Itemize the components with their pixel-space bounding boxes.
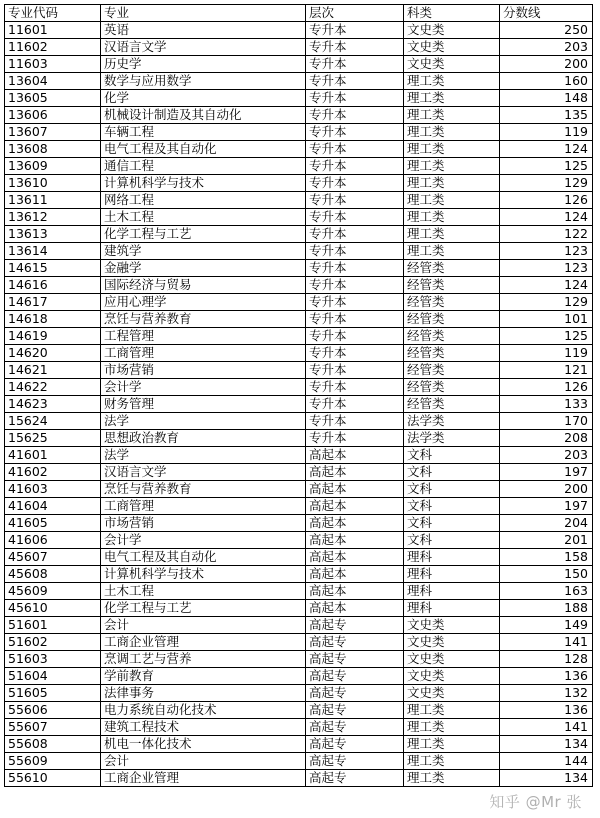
cell-level: 高起本 xyxy=(306,600,404,617)
cell-level: 高起本 xyxy=(306,566,404,583)
cell-category: 理工类 xyxy=(404,770,500,787)
cell-major-name: 工商企业管理 xyxy=(101,770,306,787)
cell-category: 文科 xyxy=(404,464,500,481)
cell-score: 125 xyxy=(500,158,593,175)
table-row xyxy=(5,685,593,702)
cell-score: 149 xyxy=(500,617,593,634)
cell-score: 203 xyxy=(500,39,593,56)
cell-score: 141 xyxy=(500,634,593,651)
cell-level: 专升本 xyxy=(306,430,404,447)
cell-level: 高起本 xyxy=(306,447,404,464)
cell-category: 文史类 xyxy=(404,668,500,685)
cell-major-code: 55606 xyxy=(5,702,101,719)
cell-score: 158 xyxy=(500,549,593,566)
table-row xyxy=(5,124,593,141)
cell-score: 148 xyxy=(500,90,593,107)
cell-category: 文科 xyxy=(404,447,500,464)
cell-major-code: 45607 xyxy=(5,549,101,566)
cell-level: 高起专 xyxy=(306,702,404,719)
table-body xyxy=(5,22,593,787)
cell-level: 专升本 xyxy=(306,107,404,124)
cell-category: 经管类 xyxy=(404,362,500,379)
cell-score: 188 xyxy=(500,600,593,617)
cell-score: 101 xyxy=(500,311,593,328)
cell-score: 123 xyxy=(500,243,593,260)
cell-level: 专升本 xyxy=(306,396,404,413)
table-row xyxy=(5,209,593,226)
cell-score: 133 xyxy=(500,396,593,413)
cell-major-name: 计算机科学与技术 xyxy=(101,566,306,583)
cell-category: 文史类 xyxy=(404,651,500,668)
table-row xyxy=(5,90,593,107)
cell-major-code: 14616 xyxy=(5,277,101,294)
cell-score: 141 xyxy=(500,719,593,736)
cell-major-code: 45609 xyxy=(5,583,101,600)
cell-major-name: 金融学 xyxy=(101,260,306,277)
cell-major-code: 41603 xyxy=(5,481,101,498)
table-row xyxy=(5,702,593,719)
cell-major-name: 会计 xyxy=(101,753,306,770)
cell-level: 专升本 xyxy=(306,158,404,175)
table-row xyxy=(5,396,593,413)
cell-category: 经管类 xyxy=(404,345,500,362)
cell-major-code: 11601 xyxy=(5,22,101,39)
cell-level: 高起本 xyxy=(306,498,404,515)
cell-score: 250 xyxy=(500,22,593,39)
cell-major-name: 建筑工程技术 xyxy=(101,719,306,736)
cell-major-name: 市场营销 xyxy=(101,362,306,379)
cell-major-code: 14623 xyxy=(5,396,101,413)
header-row xyxy=(5,5,593,22)
cell-category: 理科 xyxy=(404,600,500,617)
table-row xyxy=(5,22,593,39)
cell-major-name: 化学 xyxy=(101,90,306,107)
cell-score: 170 xyxy=(500,413,593,430)
cell-category: 理工类 xyxy=(404,209,500,226)
cell-level: 专升本 xyxy=(306,90,404,107)
cell-major-name: 化学工程与工艺 xyxy=(101,226,306,243)
cell-major-name: 车辆工程 xyxy=(101,124,306,141)
cell-score: 128 xyxy=(500,651,593,668)
cell-major-name: 化学工程与工艺 xyxy=(101,600,306,617)
cell-major-code: 51604 xyxy=(5,668,101,685)
cell-score: 135 xyxy=(500,107,593,124)
cell-category: 经管类 xyxy=(404,277,500,294)
cell-score: 119 xyxy=(500,124,593,141)
cell-level: 专升本 xyxy=(306,277,404,294)
cell-major-name: 工商企业管理 xyxy=(101,634,306,651)
cell-level: 高起本 xyxy=(306,583,404,600)
table-row xyxy=(5,549,593,566)
table-row xyxy=(5,141,593,158)
table-row xyxy=(5,668,593,685)
cell-category: 理工类 xyxy=(404,736,500,753)
cell-major-name: 会计学 xyxy=(101,379,306,396)
table-row xyxy=(5,328,593,345)
table-row xyxy=(5,515,593,532)
cell-major-name: 财务管理 xyxy=(101,396,306,413)
cell-score: 121 xyxy=(500,362,593,379)
watermark: 知乎 @Mr 张 xyxy=(489,793,582,811)
cell-major-name: 数学与应用数学 xyxy=(101,73,306,90)
cell-major-name: 计算机科学与技术 xyxy=(101,175,306,192)
cell-score: 160 xyxy=(500,73,593,90)
cell-category: 理工类 xyxy=(404,141,500,158)
cell-major-name: 通信工程 xyxy=(101,158,306,175)
cell-major-name: 汉语言文学 xyxy=(101,39,306,56)
table-row xyxy=(5,736,593,753)
cell-category: 经管类 xyxy=(404,311,500,328)
table-row xyxy=(5,379,593,396)
cell-major-code: 14619 xyxy=(5,328,101,345)
cell-category: 理工类 xyxy=(404,90,500,107)
cell-major-name: 会计学 xyxy=(101,532,306,549)
table-row xyxy=(5,73,593,90)
table-row xyxy=(5,175,593,192)
cell-score: 204 xyxy=(500,515,593,532)
table-row xyxy=(5,447,593,464)
cell-level: 高起专 xyxy=(306,668,404,685)
header-level: 层次 xyxy=(306,5,404,22)
cell-major-code: 11602 xyxy=(5,39,101,56)
cell-level: 高起专 xyxy=(306,685,404,702)
cell-major-name: 电力系统自动化技术 xyxy=(101,702,306,719)
cell-major-code: 55608 xyxy=(5,736,101,753)
cell-major-name: 法学 xyxy=(101,447,306,464)
table-row xyxy=(5,566,593,583)
cell-score: 123 xyxy=(500,260,593,277)
cell-score: 125 xyxy=(500,328,593,345)
cell-major-name: 法律事务 xyxy=(101,685,306,702)
table-row xyxy=(5,362,593,379)
cell-level: 专升本 xyxy=(306,345,404,362)
cell-major-name: 思想政治教育 xyxy=(101,430,306,447)
cell-major-name: 机械设计制造及其自动化 xyxy=(101,107,306,124)
cell-level: 高起本 xyxy=(306,549,404,566)
cell-category: 法学类 xyxy=(404,413,500,430)
cell-score: 197 xyxy=(500,498,593,515)
cell-score: 136 xyxy=(500,668,593,685)
cell-level: 高起专 xyxy=(306,634,404,651)
cell-major-code: 14620 xyxy=(5,345,101,362)
cell-major-code: 13606 xyxy=(5,107,101,124)
cell-major-name: 建筑学 xyxy=(101,243,306,260)
cell-category: 经管类 xyxy=(404,294,500,311)
table-row xyxy=(5,345,593,362)
cell-major-code: 55607 xyxy=(5,719,101,736)
cell-major-code: 15625 xyxy=(5,430,101,447)
cell-level: 专升本 xyxy=(306,56,404,73)
cell-category: 文史类 xyxy=(404,22,500,39)
cell-score: 203 xyxy=(500,447,593,464)
cell-major-code: 13612 xyxy=(5,209,101,226)
cell-category: 文史类 xyxy=(404,56,500,73)
cell-major-code: 13608 xyxy=(5,141,101,158)
cell-major-name: 烹饪与营养教育 xyxy=(101,311,306,328)
table-row xyxy=(5,107,593,124)
table-row xyxy=(5,481,593,498)
cell-major-name: 烹饪与营养教育 xyxy=(101,481,306,498)
cell-major-code: 15624 xyxy=(5,413,101,430)
cell-category: 理工类 xyxy=(404,702,500,719)
cell-category: 法学类 xyxy=(404,430,500,447)
cell-score: 124 xyxy=(500,277,593,294)
table-row xyxy=(5,39,593,56)
cell-level: 专升本 xyxy=(306,379,404,396)
cell-score: 150 xyxy=(500,566,593,583)
cell-major-code: 41606 xyxy=(5,532,101,549)
cell-major-code: 13611 xyxy=(5,192,101,209)
cell-major-code: 41602 xyxy=(5,464,101,481)
cell-major-name: 应用心理学 xyxy=(101,294,306,311)
cell-category: 理工类 xyxy=(404,226,500,243)
cell-category: 理工类 xyxy=(404,107,500,124)
cell-score: 200 xyxy=(500,481,593,498)
cell-major-code: 51605 xyxy=(5,685,101,702)
cell-major-name: 土木工程 xyxy=(101,583,306,600)
cell-category: 理科 xyxy=(404,566,500,583)
cell-major-name: 工商管理 xyxy=(101,345,306,362)
cell-category: 文科 xyxy=(404,532,500,549)
cell-level: 高起专 xyxy=(306,617,404,634)
cell-level: 高起专 xyxy=(306,753,404,770)
cell-category: 文科 xyxy=(404,481,500,498)
cell-level: 专升本 xyxy=(306,260,404,277)
table-row xyxy=(5,277,593,294)
cell-major-code: 13609 xyxy=(5,158,101,175)
cell-major-name: 机电一体化技术 xyxy=(101,736,306,753)
cell-level: 高起专 xyxy=(306,770,404,787)
cell-score: 201 xyxy=(500,532,593,549)
cell-level: 专升本 xyxy=(306,328,404,345)
cell-category: 文史类 xyxy=(404,39,500,56)
table-row xyxy=(5,770,593,787)
cell-level: 高起本 xyxy=(306,515,404,532)
cell-major-code: 14617 xyxy=(5,294,101,311)
table-row xyxy=(5,294,593,311)
cell-major-name: 电气工程及其自动化 xyxy=(101,549,306,566)
cell-major-name: 汉语言文学 xyxy=(101,464,306,481)
cell-major-code: 55610 xyxy=(5,770,101,787)
table-row xyxy=(5,617,593,634)
cell-level: 专升本 xyxy=(306,311,404,328)
cell-category: 理科 xyxy=(404,549,500,566)
cell-category: 理科 xyxy=(404,583,500,600)
table-row xyxy=(5,56,593,73)
cell-level: 专升本 xyxy=(306,124,404,141)
cell-major-name: 法学 xyxy=(101,413,306,430)
cell-category: 理工类 xyxy=(404,73,500,90)
table-row xyxy=(5,498,593,515)
table-row xyxy=(5,158,593,175)
cell-major-code: 14618 xyxy=(5,311,101,328)
cell-major-code: 13613 xyxy=(5,226,101,243)
cell-score: 144 xyxy=(500,753,593,770)
cell-major-code: 13605 xyxy=(5,90,101,107)
cell-score: 126 xyxy=(500,192,593,209)
score-table xyxy=(4,4,593,787)
cell-major-name: 工程管理 xyxy=(101,328,306,345)
cell-major-name: 历史学 xyxy=(101,56,306,73)
cell-score: 129 xyxy=(500,175,593,192)
cell-major-code: 13607 xyxy=(5,124,101,141)
cell-level: 高起专 xyxy=(306,719,404,736)
cell-major-code: 45610 xyxy=(5,600,101,617)
cell-major-name: 土木工程 xyxy=(101,209,306,226)
cell-score: 119 xyxy=(500,345,593,362)
table-row xyxy=(5,226,593,243)
cell-score: 129 xyxy=(500,294,593,311)
cell-category: 经管类 xyxy=(404,396,500,413)
cell-major-code: 13610 xyxy=(5,175,101,192)
table-row xyxy=(5,532,593,549)
cell-level: 高起本 xyxy=(306,481,404,498)
cell-score: 200 xyxy=(500,56,593,73)
header-score: 分数线 xyxy=(500,5,593,22)
cell-score: 208 xyxy=(500,430,593,447)
cell-major-name: 市场营销 xyxy=(101,515,306,532)
cell-level: 专升本 xyxy=(306,362,404,379)
table-row xyxy=(5,719,593,736)
cell-level: 专升本 xyxy=(306,22,404,39)
cell-score: 134 xyxy=(500,770,593,787)
cell-category: 理工类 xyxy=(404,175,500,192)
cell-score: 126 xyxy=(500,379,593,396)
cell-category: 经管类 xyxy=(404,260,500,277)
cell-major-code: 41601 xyxy=(5,447,101,464)
cell-major-code: 14621 xyxy=(5,362,101,379)
cell-category: 经管类 xyxy=(404,379,500,396)
table-row xyxy=(5,192,593,209)
cell-major-code: 51601 xyxy=(5,617,101,634)
cell-major-name: 工商管理 xyxy=(101,498,306,515)
cell-major-code: 14622 xyxy=(5,379,101,396)
table-row xyxy=(5,260,593,277)
cell-category: 文科 xyxy=(404,515,500,532)
cell-major-name: 学前教育 xyxy=(101,668,306,685)
cell-category: 理工类 xyxy=(404,124,500,141)
header-major: 专业 xyxy=(101,5,306,22)
cell-level: 高起专 xyxy=(306,736,404,753)
cell-major-code: 13604 xyxy=(5,73,101,90)
table-row xyxy=(5,583,593,600)
cell-score: 136 xyxy=(500,702,593,719)
cell-level: 高起专 xyxy=(306,651,404,668)
table-row xyxy=(5,753,593,770)
table-row xyxy=(5,430,593,447)
cell-major-name: 网络工程 xyxy=(101,192,306,209)
table-row xyxy=(5,311,593,328)
cell-score: 122 xyxy=(500,226,593,243)
cell-level: 高起本 xyxy=(306,532,404,549)
cell-category: 理工类 xyxy=(404,719,500,736)
cell-category: 理工类 xyxy=(404,158,500,175)
cell-score: 134 xyxy=(500,736,593,753)
header-major-code: 专业代码 xyxy=(5,5,101,22)
cell-level: 专升本 xyxy=(306,192,404,209)
cell-level: 专升本 xyxy=(306,243,404,260)
cell-level: 专升本 xyxy=(306,141,404,158)
cell-level: 专升本 xyxy=(306,39,404,56)
cell-major-code: 11603 xyxy=(5,56,101,73)
cell-level: 专升本 xyxy=(306,175,404,192)
cell-category: 文科 xyxy=(404,498,500,515)
cell-major-code: 51603 xyxy=(5,651,101,668)
cell-level: 专升本 xyxy=(306,294,404,311)
cell-major-name: 国际经济与贸易 xyxy=(101,277,306,294)
cell-score: 132 xyxy=(500,685,593,702)
table-row xyxy=(5,600,593,617)
cell-major-code: 45608 xyxy=(5,566,101,583)
table-row xyxy=(5,243,593,260)
cell-score: 124 xyxy=(500,209,593,226)
cell-category: 理工类 xyxy=(404,192,500,209)
cell-category: 文史类 xyxy=(404,685,500,702)
cell-score: 197 xyxy=(500,464,593,481)
cell-category: 理工类 xyxy=(404,753,500,770)
cell-score: 163 xyxy=(500,583,593,600)
cell-level: 专升本 xyxy=(306,73,404,90)
table-row xyxy=(5,413,593,430)
cell-category: 理工类 xyxy=(404,243,500,260)
cell-major-code: 41605 xyxy=(5,515,101,532)
cell-major-name: 会计 xyxy=(101,617,306,634)
table-row xyxy=(5,464,593,481)
cell-category: 经管类 xyxy=(404,328,500,345)
cell-level: 专升本 xyxy=(306,209,404,226)
cell-level: 专升本 xyxy=(306,413,404,430)
cell-level: 高起本 xyxy=(306,464,404,481)
table-row xyxy=(5,651,593,668)
cell-category: 文史类 xyxy=(404,634,500,651)
cell-major-name: 电气工程及其自动化 xyxy=(101,141,306,158)
cell-major-name: 烹调工艺与营养 xyxy=(101,651,306,668)
cell-major-code: 41604 xyxy=(5,498,101,515)
cell-score: 124 xyxy=(500,141,593,158)
header-category: 科类 xyxy=(404,5,500,22)
cell-major-code: 13614 xyxy=(5,243,101,260)
cell-major-code: 14615 xyxy=(5,260,101,277)
cell-major-code: 51602 xyxy=(5,634,101,651)
cell-major-code: 55609 xyxy=(5,753,101,770)
cell-major-name: 英语 xyxy=(101,22,306,39)
cell-category: 文史类 xyxy=(404,617,500,634)
cell-level: 专升本 xyxy=(306,226,404,243)
table-row xyxy=(5,634,593,651)
